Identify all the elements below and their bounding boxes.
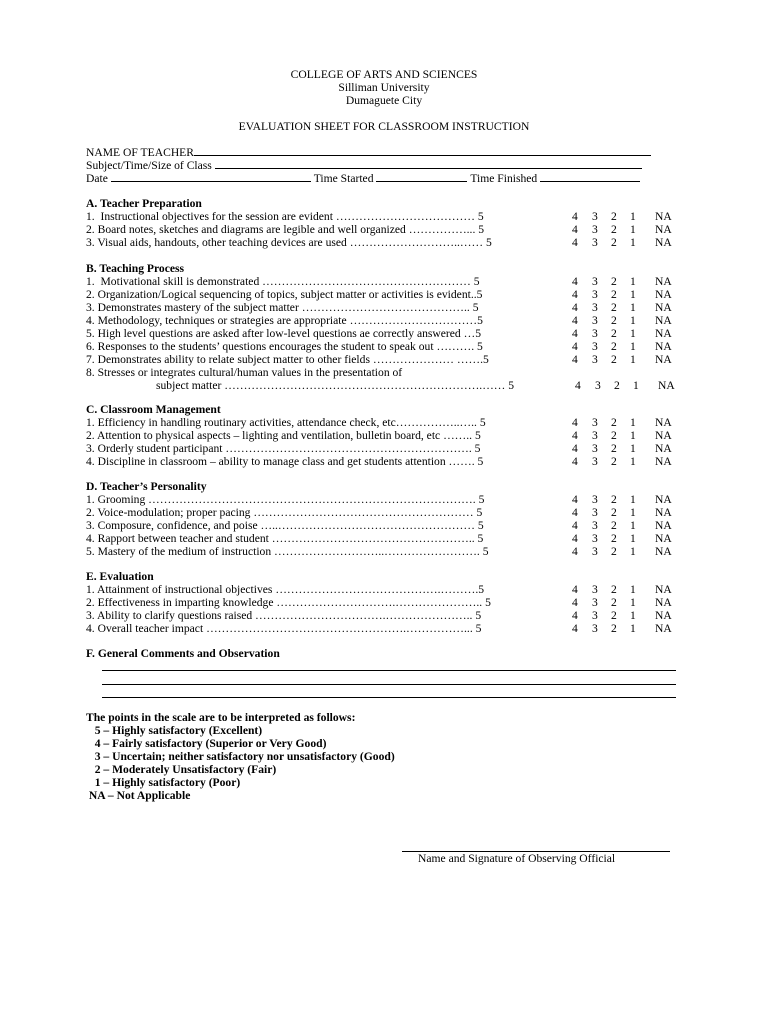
section-comments <box>86 647 686 660</box>
rating-scale[interactable] <box>552 506 686 519</box>
scale-value[interactable]: 3 <box>595 379 601 392</box>
teacher-name-label: NAME OF TEACHER <box>86 146 195 159</box>
criterion-text: 3. Composure, confidence, and poise …..…………………………………………… 5 <box>86 519 484 532</box>
section-teaching-process <box>86 262 686 392</box>
criterion-text: 2. Board notes, sketches and diagrams are legible and well organized ……………... 5 <box>86 223 485 236</box>
criterion-text: 2. Organization/Logical sequencing of topics, subject matter or activities is evident..5 <box>86 288 483 301</box>
criterion-row[interactable] <box>86 455 686 468</box>
criterion-row[interactable] <box>86 288 686 301</box>
city-name: Dumaguete City <box>345 94 423 107</box>
scale-value[interactable]: 4 <box>572 429 578 442</box>
criterion-text: 3. Orderly student participant ………………………………………………………. 5 <box>86 442 481 455</box>
scale-value[interactable]: 2 <box>611 275 617 288</box>
section-title: D. Teacher’s Personality <box>86 480 207 493</box>
scale-value[interactable]: 1 <box>630 596 636 609</box>
scale-value[interactable]: 4 <box>572 583 578 596</box>
legend-line: NA – Not Applicable <box>86 789 191 802</box>
scale-value[interactable]: 4 <box>572 519 578 532</box>
rating-scale[interactable] <box>552 532 686 545</box>
scale-value[interactable]: 4 <box>572 223 578 236</box>
scale-value[interactable]: 2 <box>611 236 617 249</box>
criterion-row[interactable] <box>86 609 686 622</box>
criterion-row[interactable] <box>86 314 686 327</box>
rating-scale[interactable] <box>552 288 686 301</box>
scale-value[interactable]: 1 <box>630 416 636 429</box>
date-time-row <box>86 171 640 185</box>
college-name: COLLEGE OF ARTS AND SCIENCES <box>290 68 478 81</box>
scale-value[interactable]: 1 <box>630 532 636 545</box>
subject-label: Subject/Time/Size of Class <box>86 159 212 172</box>
rating-scale[interactable] <box>552 210 686 223</box>
criterion-row[interactable] <box>86 275 686 288</box>
criterion-row[interactable] <box>86 429 686 442</box>
rating-scale[interactable] <box>552 596 686 609</box>
scale-value[interactable]: 3 <box>592 519 598 532</box>
scale-value[interactable]: 3 <box>592 609 598 622</box>
scale-value[interactable]: 1 <box>630 301 636 314</box>
scale-value[interactable]: 3 <box>592 301 598 314</box>
criterion-row[interactable] <box>86 596 686 609</box>
scale-value[interactable]: 3 <box>592 210 598 223</box>
scale-value[interactable]: 1 <box>630 545 636 558</box>
teacher-name-blank[interactable] <box>194 145 651 156</box>
criterion-row[interactable] <box>86 327 686 340</box>
criterion-text: 6. Responses to the students’ questions encourages the student to speak out ………. 5 <box>86 340 483 353</box>
scale-value[interactable]: 2 <box>611 353 617 366</box>
criterion-row <box>86 366 686 379</box>
criterion-row[interactable] <box>86 519 686 532</box>
section-evaluation <box>86 570 686 635</box>
section-teacher-personality <box>86 480 686 558</box>
scale-value[interactable]: 4 <box>572 275 578 288</box>
criterion-row[interactable] <box>86 340 686 353</box>
scale-value[interactable]: 3 <box>592 532 598 545</box>
scale-value[interactable]: NA <box>655 545 672 558</box>
time-started-blank[interactable] <box>376 171 467 182</box>
scale-value[interactable]: NA <box>655 596 672 609</box>
date-label: Date <box>86 172 108 185</box>
scale-value[interactable]: 1 <box>630 236 636 249</box>
scale-value[interactable]: 3 <box>592 622 598 635</box>
scale-value[interactable]: NA <box>655 327 672 340</box>
criterion-row[interactable] <box>86 236 686 249</box>
scale-value[interactable]: NA <box>655 429 672 442</box>
rating-scale[interactable] <box>552 275 686 288</box>
subject-blank[interactable] <box>215 158 642 169</box>
scale-value[interactable]: NA <box>655 416 672 429</box>
legend-line: 5 – Highly satisfactory (Excellent) <box>86 724 263 737</box>
section-title: B. Teaching Process <box>86 262 185 275</box>
scale-value[interactable]: 4 <box>572 506 578 519</box>
scale-value[interactable]: 3 <box>592 506 598 519</box>
scale-value[interactable]: 3 <box>592 223 598 236</box>
section-title: A. Teacher Preparation <box>86 197 202 210</box>
criterion-text: 3. Demonstrates mastery of the subject matter …………………………………….. 5 <box>86 301 479 314</box>
scale-value[interactable]: 3 <box>592 429 598 442</box>
criterion-row[interactable] <box>86 532 686 545</box>
rating-scale[interactable] <box>552 301 686 314</box>
criterion-row[interactable] <box>86 379 686 392</box>
comment-line[interactable] <box>102 670 676 671</box>
legend-intro: The points in the scale are to be interpreted as follows: <box>86 711 356 724</box>
criterion-text: 1. Grooming …………………………………………………………………………. 5 <box>86 493 485 506</box>
scale-value[interactable]: NA <box>655 223 672 236</box>
criterion-row[interactable] <box>86 493 686 506</box>
scale-value[interactable]: 3 <box>592 353 598 366</box>
scale-value[interactable]: NA <box>655 583 672 596</box>
scale-value[interactable]: NA <box>655 506 672 519</box>
scale-value[interactable]: 2 <box>611 314 617 327</box>
legend-line: 3 – Uncertain; neither satisfactory nor unsatisfactory (Good) <box>86 750 395 763</box>
scale-value[interactable]: 2 <box>611 288 617 301</box>
criterion-text: 2. Attention to physical aspects – lighting and ventilation, bulletin board, etc …….. 5 <box>86 429 481 442</box>
scale-value[interactable]: 1 <box>630 622 636 635</box>
criterion-text: 2. Voice-modulation; proper pacing ………………………………………………… 5 <box>86 506 483 519</box>
scale-value[interactable]: 2 <box>611 327 617 340</box>
criterion-row[interactable] <box>86 210 686 223</box>
scale-value[interactable]: NA <box>655 353 672 366</box>
scale-value[interactable]: NA <box>655 210 672 223</box>
scale-value[interactable]: 2 <box>611 340 617 353</box>
date-blank[interactable] <box>111 171 311 182</box>
scale-value[interactable]: 2 <box>611 442 617 455</box>
section-teacher-preparation <box>86 197 686 249</box>
criterion-text: 4. Discipline in classroom – ability to manage class and get students attention ……. 5 <box>86 455 484 468</box>
scale-value[interactable]: 2 <box>611 429 617 442</box>
scale-value[interactable]: 4 <box>572 545 578 558</box>
scale-value[interactable]: 2 <box>611 609 617 622</box>
scale-value[interactable]: 3 <box>592 275 598 288</box>
comment-line[interactable] <box>102 684 676 685</box>
scale-value[interactable]: NA <box>655 493 672 506</box>
scale-value[interactable]: 4 <box>572 442 578 455</box>
criterion-text: 1. Instructional objectives for the session are evident ……………………………… 5 <box>86 210 484 223</box>
scale-value[interactable]: NA <box>655 314 672 327</box>
criterion-text: 4. Rapport between teacher and student …………………………………………….. 5 <box>86 532 484 545</box>
scale-value[interactable]: 1 <box>630 340 636 353</box>
section-title: C. Classroom Management <box>86 403 221 416</box>
rating-scale[interactable] <box>552 609 686 622</box>
scale-value[interactable]: 2 <box>611 519 617 532</box>
scale-value[interactable]: NA <box>655 609 672 622</box>
document-title: EVALUATION SHEET FOR CLASSROOM INSTRUCTION <box>238 120 530 133</box>
scale-value[interactable]: 3 <box>592 340 598 353</box>
scale-value[interactable]: 1 <box>633 379 639 392</box>
criterion-row[interactable] <box>86 416 686 429</box>
criterion-text: 1. Attainment of instructional objectives …………………………………….……….5 <box>86 583 485 596</box>
rating-scale[interactable] <box>552 545 686 558</box>
rating-scale[interactable] <box>552 340 686 353</box>
scale-value[interactable]: 4 <box>572 301 578 314</box>
criterion-row[interactable] <box>86 506 686 519</box>
scale-value[interactable]: 1 <box>630 583 636 596</box>
scale-value[interactable]: 3 <box>592 442 598 455</box>
criterion-text: 5. Mastery of the medium of instruction ………………………..……………………. 5 <box>86 545 489 558</box>
scale-value[interactable]: 2 <box>611 301 617 314</box>
scale-value[interactable]: 1 <box>630 288 636 301</box>
rating-scale[interactable] <box>552 314 686 327</box>
rating-scale[interactable] <box>552 416 686 429</box>
criterion-text: 1. Motivational skill is demonstrated ……………………………………………… 5 <box>86 275 480 288</box>
teacher-name-field[interactable] <box>86 145 651 159</box>
university-name: Silliman University <box>338 81 430 94</box>
scale-value[interactable]: 2 <box>611 622 617 635</box>
scale-value[interactable]: 2 <box>611 455 617 468</box>
scale-value[interactable]: NA <box>655 301 672 314</box>
scale-value[interactable]: 3 <box>592 327 598 340</box>
scale-value[interactable]: 4 <box>572 288 578 301</box>
scale-value[interactable]: 1 <box>630 210 636 223</box>
scale-value[interactable]: NA <box>655 275 672 288</box>
scale-value[interactable]: 2 <box>611 545 617 558</box>
criterion-row[interactable] <box>86 223 686 236</box>
scale-value[interactable]: 3 <box>592 236 598 249</box>
scale-value[interactable]: 1 <box>630 314 636 327</box>
scale-value[interactable]: 3 <box>592 583 598 596</box>
scale-value[interactable]: NA <box>655 455 672 468</box>
criterion-text: 7. Demonstrates ability to relate subject matter to other fields ………………… …….5 <box>86 353 489 366</box>
scale-value[interactable]: 2 <box>611 210 617 223</box>
scale-value[interactable]: 2 <box>611 506 617 519</box>
time-started-label: Time Started <box>313 172 374 185</box>
scale-value[interactable]: NA <box>655 236 672 249</box>
scale-value[interactable]: 4 <box>572 609 578 622</box>
scale-value[interactable]: 3 <box>592 288 598 301</box>
rating-scale[interactable] <box>552 379 686 392</box>
legend-line: 4 – Fairly satisfactory (Superior or Very Good) <box>86 737 327 750</box>
rating-scale[interactable] <box>552 455 686 468</box>
scale-value[interactable]: NA <box>655 442 672 455</box>
scale-value[interactable]: NA <box>658 379 675 392</box>
scale-value[interactable]: 2 <box>611 596 617 609</box>
scale-value[interactable]: 2 <box>611 583 617 596</box>
rating-scale[interactable] <box>552 327 686 340</box>
criterion-text: 4. Overall teacher impact …………………………………………….……………... 5 <box>86 622 482 635</box>
rating-scale[interactable] <box>552 442 686 455</box>
rating-scale[interactable] <box>552 519 686 532</box>
scale-value[interactable]: 1 <box>630 506 636 519</box>
rating-scale[interactable] <box>552 236 686 249</box>
signature-label: Name and Signature of Observing Official <box>418 852 616 865</box>
time-finished-blank[interactable] <box>540 171 640 182</box>
comment-line[interactable] <box>102 697 676 698</box>
criterion-text: 5. High level questions are asked after low-level questions ae correctly answered …5 <box>86 327 482 340</box>
scale-value[interactable]: 4 <box>575 379 581 392</box>
scale-value[interactable]: 4 <box>572 340 578 353</box>
rating-scale[interactable] <box>552 353 686 366</box>
scale-value[interactable]: 4 <box>572 210 578 223</box>
rating-scale[interactable] <box>552 223 686 236</box>
scale-value[interactable]: 1 <box>630 493 636 506</box>
criterion-text: 8. Stresses or integrates cultural/human values in the presentation of <box>86 366 403 379</box>
scale-value[interactable]: NA <box>655 519 672 532</box>
criterion-row[interactable] <box>86 622 686 635</box>
section-title: F. General Comments and Observation <box>86 647 280 660</box>
scale-value[interactable]: 4 <box>572 622 578 635</box>
scale-value[interactable]: 1 <box>630 429 636 442</box>
scale-value[interactable]: 1 <box>630 442 636 455</box>
scale-value[interactable]: 3 <box>592 545 598 558</box>
scale-value[interactable]: 2 <box>611 493 617 506</box>
scale-value[interactable]: 1 <box>630 519 636 532</box>
criterion-text: 3. Visual aids, handouts, other teaching devices are used ………………………..…… 5 <box>86 236 492 249</box>
scale-value[interactable]: 2 <box>611 416 617 429</box>
criterion-row[interactable] <box>86 353 686 366</box>
scale-value[interactable]: NA <box>655 532 672 545</box>
subject-field[interactable] <box>86 158 642 172</box>
criterion-text: 3. Ability to clarify questions raised …………………………….………………….. 5 <box>86 609 482 622</box>
scale-value[interactable]: 1 <box>630 455 636 468</box>
scale-value[interactable]: 4 <box>572 327 578 340</box>
criterion-row[interactable] <box>86 583 686 596</box>
scale-value[interactable]: 4 <box>572 455 578 468</box>
scale-value[interactable]: NA <box>655 340 672 353</box>
scale-value[interactable]: 4 <box>572 353 578 366</box>
rating-scale[interactable] <box>552 583 686 596</box>
scale-value[interactable]: 4 <box>572 596 578 609</box>
scale-value[interactable]: 3 <box>592 493 598 506</box>
scale-value[interactable]: 3 <box>592 455 598 468</box>
scale-value[interactable]: 4 <box>572 314 578 327</box>
scale-value[interactable]: NA <box>655 288 672 301</box>
time-finished-label: Time Finished <box>470 172 538 185</box>
criterion-text: 2. Effectiveness in imparting knowledge ………………………….………………….. 5 <box>86 596 491 609</box>
criterion-row[interactable] <box>86 442 686 455</box>
scale-value[interactable]: 3 <box>592 314 598 327</box>
criterion-row[interactable] <box>86 301 686 314</box>
criterion-text: 1. Efficiency in handling routinary activities, attendance check, etc……………..….. 5 <box>86 416 486 429</box>
scale-value[interactable]: 3 <box>592 596 598 609</box>
scale-value[interactable]: 1 <box>630 223 636 236</box>
scale-value[interactable]: 4 <box>572 236 578 249</box>
rating-scale[interactable] <box>552 429 686 442</box>
legend-line: 2 – Moderately Unsatisfactory (Fair) <box>86 763 277 776</box>
scale-value[interactable]: 2 <box>611 532 617 545</box>
scale-value[interactable]: 1 <box>630 327 636 340</box>
criterion-text: subject matter ………………………………………………………….…… 5 <box>156 379 515 392</box>
scale-value[interactable]: 4 <box>572 532 578 545</box>
scale-value[interactable]: 3 <box>592 416 598 429</box>
criterion-text: 4. Methodology, techniques or strategies are appropriate ……………………………5 <box>86 314 483 327</box>
scale-value[interactable]: 1 <box>630 353 636 366</box>
scale-legend <box>86 711 395 802</box>
section-classroom-management <box>86 403 686 468</box>
scale-value[interactable]: 1 <box>630 275 636 288</box>
scale-value[interactable]: NA <box>655 622 672 635</box>
legend-line: 1 – Highly satisfactory (Poor) <box>86 776 241 789</box>
rating-scale[interactable] <box>552 493 686 506</box>
scale-value[interactable]: 4 <box>572 493 578 506</box>
scale-value[interactable]: 1 <box>630 609 636 622</box>
scale-value[interactable]: 4 <box>572 416 578 429</box>
section-title: E. Evaluation <box>86 570 154 583</box>
scale-value[interactable]: 2 <box>611 223 617 236</box>
criterion-row[interactable] <box>86 545 686 558</box>
scale-value[interactable]: 2 <box>614 379 620 392</box>
rating-scale[interactable] <box>552 622 686 635</box>
